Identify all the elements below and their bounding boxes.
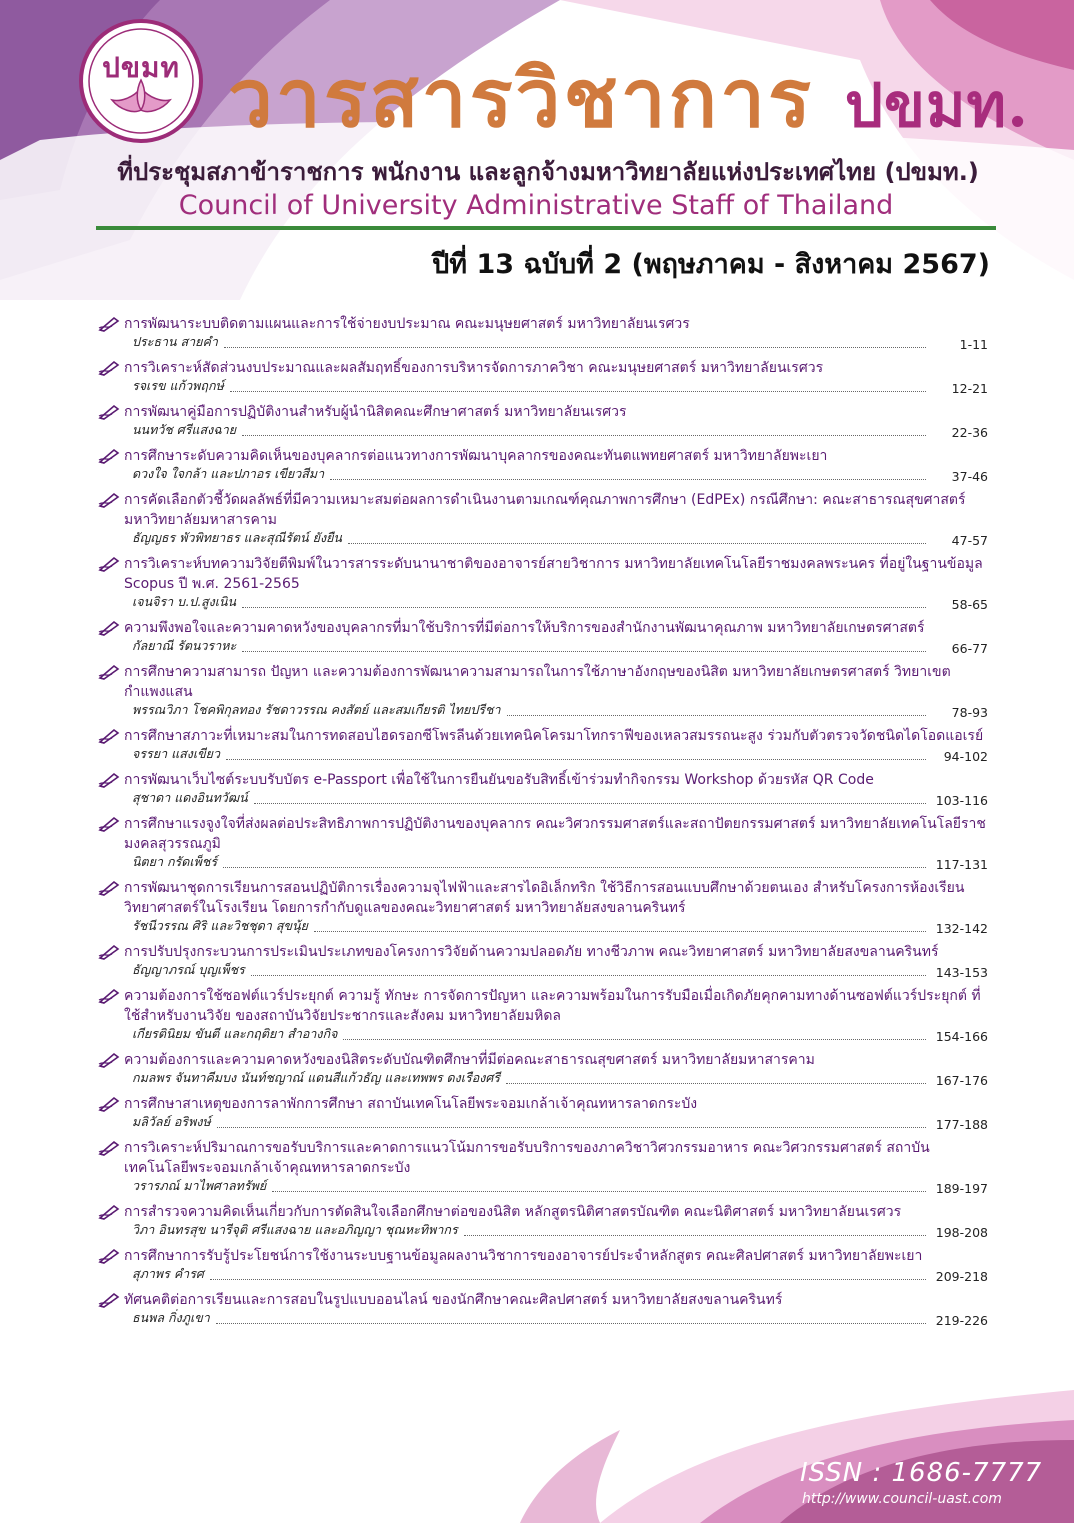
toc-entry[interactable] (98, 1290, 988, 1328)
pen-icon (98, 944, 120, 960)
header-divider (96, 226, 996, 230)
article-title[interactable]: การศึกษาความสามารถ ปัญหา และความต้องการพัฒนาความสามารถในการใช้ภาษาอังกฤษของนิสิต มหาวิทยาลัยเกษตรศาสตร์ วิทยาเขตกำแพงแสน (124, 664, 951, 700)
toc-entry[interactable] (98, 770, 988, 808)
toc-entry[interactable] (98, 1094, 988, 1132)
article-pages: 37-46 (951, 469, 988, 484)
pen-icon (98, 664, 120, 680)
article-meta (132, 422, 988, 440)
article-title[interactable]: การพัฒนาคู่มือการปฏิบัติงานสำหรับผู้นำนิสิตคณะศึกษาศาสตร์ มหาวิทยาลัยนเรศวร (124, 404, 627, 420)
leader-dots (242, 435, 926, 436)
article-authors: ธัญญาภรณ์ บุญเพ็ชร (132, 962, 245, 977)
leader-dots (251, 975, 926, 976)
leader-dots (464, 1235, 926, 1236)
toc-entry[interactable] (98, 446, 988, 484)
leader-dots (507, 715, 927, 716)
pen-icon (98, 1292, 120, 1308)
leader-dots (242, 651, 926, 652)
article-pages: 198-208 (935, 1225, 988, 1240)
article-authors: วิภา อินทรสุข นารีจุติ ศรีแสงฉาย และอภิญญา ชุณหะทิพากร (132, 1222, 458, 1237)
article-authors: เกียรตินิยม ขันตี และกฤติยา สำอางกิจ (132, 1026, 338, 1041)
leader-dots (224, 347, 926, 348)
article-title[interactable]: การพัฒนาเว็บไซต์ระบบรับบัตร e-Passport เพื่อใช้ในการยืนยันขอรับสิทธิ์เข้าร่วมทำกิจกรรม Workshop ด้วยรหัส QR Code (124, 772, 874, 788)
article-pages: 167-176 (935, 1073, 988, 1088)
article-title[interactable]: การศึกษาสภาวะที่เหมาะสมในการทดสอบไฮดรอกซีโพรลีนด้วยเทคนิคโครมาโทกราฟีของเหลวสมรรถนะสูง ร่วมกับตัวตรวจวัดชนิดไดโอดแอเรย์ (124, 728, 984, 744)
pen-icon (98, 404, 120, 420)
article-meta (132, 1310, 988, 1328)
pen-icon (98, 1248, 120, 1264)
toc-entry[interactable] (98, 358, 988, 396)
table-of-contents (98, 314, 988, 1334)
leader-dots (330, 479, 926, 480)
issn-number: ISSN : 1686-7777 (800, 1458, 1043, 1488)
article-title[interactable]: การศึกษาการรับรู้ประโยชน์การใช้งานระบบฐานข้อมูลผลงานวิชาการของอาจารย์ประจำหลักสูตร คณะศิลปศาสตร์ มหาวิทยาลัยพะเยา (124, 1248, 923, 1264)
pen-icon (98, 620, 120, 636)
article-pages: 143-153 (935, 965, 988, 980)
subtitle-thai: ที่ประชุมสภาข้าราชการ พนักงาน และลูกจ้างมหาวิทยาลัยแห่งประเทศไทย (ปขมท.) (117, 158, 979, 186)
leader-dots (314, 931, 926, 932)
article-title[interactable]: การศึกษาแรงจูงใจที่ส่งผลต่อประสิทธิภาพการปฏิบัติงานของบุคลากร คณะวิศวกรรมศาสตร์และสถาปัตยกรรมศาสตร์ มหาวิทยาลัยเทคโนโลยีราชมงคลสุวรรณภูมิ (124, 816, 986, 852)
pen-icon (98, 1140, 120, 1156)
article-meta (132, 594, 988, 612)
pen-icon (98, 880, 120, 896)
article-meta (132, 530, 988, 548)
article-authors: รจเรข แก้วพฤกษ์ (132, 378, 224, 393)
pen-icon (98, 988, 120, 1004)
pen-icon (98, 556, 120, 572)
article-title[interactable]: การคัดเลือกตัวชี้วัดผลลัพธ์ที่มีความเหมาะสมต่อผลการดำเนินงานตามเกณฑ์คุณภาพการศึกษา (EdPEx) กรณีศึกษา: คณะสาธารณสุขศาสตร์ มหาวิทยาลัยมหาสารคาม (124, 492, 966, 528)
pen-icon (98, 1052, 120, 1068)
article-authors: นนทวัช ศรีแสงฉาย (132, 422, 237, 437)
toc-entry[interactable] (98, 1050, 988, 1088)
leader-dots (254, 803, 926, 804)
toc-entry[interactable] (98, 1202, 988, 1240)
toc-entry[interactable] (98, 878, 988, 936)
article-authors: สุชาดา แดงอินทวัฒน์ (132, 790, 248, 805)
article-authors: เจนจิรา บ.ป.สูงเนิน (132, 594, 237, 609)
article-title[interactable]: การปรับปรุงกระบวนการประเมินประเภทของโครงการวิจัยด้านความปลอดภัย ทางชีวภาพ คณะวิทยาศาสตร์ มหาวิทยาลัยสงขลานครินทร์ (124, 944, 939, 960)
article-title[interactable]: การพัฒนาชุดการเรียนการสอนปฏิบัติการเรื่องความจุไฟฟ้าและสารไดอิเล็กทริก ใช้วิธีการสอนแบบศึกษาด้วยตนเอง สำหรับโครงการห้องเรียนวิทยาศาสตร์ในโรงเรียน โดยการกำกับดูแลของคณะวิทยาศาสตร์ มหาวิทยาลัยสงขลานครินทร์ (124, 880, 965, 916)
article-title[interactable]: การศึกษาสาเหตุของการลาพักการศึกษา สถาบันเทคโนโลยีพระจอมเกล้าเจ้าคุณทหารลาดกระบัง (124, 1096, 698, 1112)
article-pages: 132-142 (935, 921, 988, 936)
article-meta (132, 1070, 988, 1088)
article-title[interactable]: ความต้องการและความคาดหวังของนิสิตระดับบัณฑิตศึกษาที่มีต่อคณะสาธารณสุขศาสตร์ มหาวิทยาลัยมหาสารคาม (124, 1052, 815, 1068)
article-title[interactable]: การพัฒนาระบบติดตามแผนและการใช้จ่ายงบประมาณ คณะมนุษยศาสตร์ มหาวิทยาลัยนเรศวร (124, 316, 690, 332)
leader-dots (217, 1127, 926, 1128)
article-meta (132, 1178, 988, 1196)
leader-dots (210, 1279, 926, 1280)
article-authors: จรรยา แสงเขียว (132, 746, 221, 761)
article-pages: 12-21 (951, 381, 988, 396)
article-authors: วรารภณ์ มาไพศาลทรัพย์ (132, 1178, 267, 1193)
toc-entry[interactable] (98, 314, 988, 352)
toc-entry[interactable] (98, 1246, 988, 1284)
article-title[interactable]: การวิเคราะห์ปริมาณการขอรับบริการและคาดการแนวโน้มการขอรับบริการของภาควิชาวิศวกรรมอาหาร คณะวิศวกรรมศาสตร์ สถาบันเทคโนโลยีพระจอมเกล้าเจ้าคุณทหารลาดกระบัง (124, 1140, 930, 1176)
article-meta (132, 1114, 988, 1132)
pen-icon (98, 1096, 120, 1112)
leader-dots (272, 1191, 926, 1192)
article-authors: นิตยา กรัดเพ็ชร์ (132, 854, 218, 869)
article-title[interactable]: การสำรวจความคิดเห็นเกี่ยวกับการตัดสินใจเลือกศึกษาต่อของนิสิต หลักสูตรนิติศาสตรบัณฑิต คณะนิติศาสตร์ มหาวิทยาลัยนเรศวร (124, 1204, 902, 1220)
pen-icon (98, 360, 120, 376)
article-pages: 58-65 (951, 597, 988, 612)
article-meta (132, 334, 988, 352)
article-pages: 103-116 (935, 793, 988, 808)
pen-icon (98, 492, 120, 508)
article-meta (132, 378, 988, 396)
leader-dots (216, 1323, 926, 1324)
toc-entry[interactable] (98, 1138, 988, 1196)
article-title[interactable]: การวิเคราะห์บทความวิจัยตีพิมพ์ในวารสารระดับนานาชาติของอาจารย์สายวิชาการ มหาวิทยาลัยเทคโนโลยีราชมงคลพระนคร ที่อยู่ในฐานข้อมูล Scopus ปี พ.ศ. 2561-2565 (124, 556, 983, 592)
article-authors: ประธาน สายคำ (132, 334, 218, 349)
article-meta (132, 638, 988, 656)
leader-dots (242, 607, 926, 608)
pen-icon (98, 448, 120, 464)
article-meta (132, 790, 988, 808)
article-meta (132, 1026, 988, 1044)
article-meta (132, 1266, 988, 1284)
toc-entry[interactable] (98, 618, 988, 656)
logo-text: ปขมท (102, 51, 180, 84)
article-pages: 47-57 (951, 533, 988, 548)
subtitle-english: Council of University Administrative Staff of Thailand (178, 190, 894, 221)
journal-title (228, 51, 1029, 145)
leader-dots (506, 1083, 926, 1084)
article-pages: 78-93 (951, 705, 988, 720)
toc-entry[interactable] (98, 726, 988, 764)
article-authors: ธนพล กิ่งภูเขา (132, 1310, 210, 1325)
article-pages: 177-188 (935, 1117, 988, 1132)
toc-entry[interactable] (98, 662, 988, 720)
article-pages: 94-102 (943, 749, 988, 764)
article-pages: 66-77 (951, 641, 988, 656)
article-authors: สุภาพร คำรศ (132, 1266, 204, 1281)
article-title[interactable]: ความพึงพอใจและความคาดหวังของบุคลากรที่มาใช้บริการที่มีต่อการให้บริการของสำนักงานพัฒนาคุณภาพ มหาวิทยาลัยเกษตรศาสตร์ (124, 620, 925, 636)
pen-icon (98, 772, 120, 788)
leader-dots (343, 1039, 926, 1040)
article-pages: 219-226 (935, 1313, 988, 1328)
toc-entry[interactable] (98, 986, 988, 1044)
leader-dots (348, 543, 926, 544)
article-pages: 1-11 (959, 337, 988, 352)
toc-entry[interactable] (98, 814, 988, 872)
leader-dots (226, 759, 926, 760)
article-title[interactable]: ทัศนคติต่อการเรียนและการสอบในรูปแบบออนไลน์ ของนักศึกษาคณะศิลปศาสตร์ มหาวิทยาลัยสงขลานครินทร์ (124, 1292, 783, 1308)
toc-entry[interactable] (98, 402, 988, 440)
article-meta (132, 962, 988, 980)
article-meta (132, 746, 988, 764)
article-pages: 22-36 (951, 425, 988, 440)
pen-icon (98, 816, 120, 832)
article-title[interactable]: ความต้องการใช้ซอฟต์แวร์ประยุกต์ ความรู้ ทักษะ การจัดการปัญหา และความพร้อมในการรับมือเมื่อเกิดภัยคุกคามทางด้านซอฟต์แวร์ประยุกต์ ที่ใช้สำหรับงานวิจัย ของสถาบันวิจัยประชากรและสังคม มหาวิทยาลัยมหิดล (124, 988, 981, 1024)
article-title[interactable]: การศึกษาระดับความคิดเห็นของบุคลากรต่อแนวทางการพัฒนาบุคลากรของคณะทันตแพทยศาสตร์ มหาวิทยาลัยพะเยา (124, 448, 828, 464)
issue-info: ปีที่ 13 ฉบับที่ 2 (พฤษภาคม - สิงหาคม 2567) (432, 249, 990, 280)
website-url[interactable]: http://www.council-uast.com (802, 1491, 1002, 1507)
article-meta (132, 1222, 988, 1240)
pen-icon (98, 728, 120, 744)
leader-dots (223, 867, 926, 868)
pen-icon (98, 1204, 120, 1220)
journal-title-main: วารสารวิชาการ (228, 51, 814, 145)
article-pages: 209-218 (935, 1269, 988, 1284)
toc-entry[interactable] (98, 554, 988, 612)
article-authors: ดวงใจ ใจกล้า และปภาอร เขียวสีมา (132, 466, 325, 481)
article-authors: พรรณวิภา โชคพิกุลทอง รัชดาวรรณ คงสัตย์ และสมเกียรติ ไทยปรีชา (132, 702, 501, 717)
article-pages: 189-197 (935, 1181, 988, 1196)
article-authors: รัชนีวรรณ ศิริ และวิชชุดา สุขนุ้ย (132, 918, 308, 933)
article-meta (132, 918, 988, 936)
article-authors: กมลพร จันทาคีมบง นันท์ชญาณ์ แดนสีแก้วธัญ และเทพพร ดงเรืองศรี (132, 1070, 501, 1085)
article-meta (132, 702, 988, 720)
journal-title-abbr: ปขมท. (844, 71, 1029, 141)
article-meta (132, 466, 988, 484)
toc-entry[interactable] (98, 942, 988, 980)
article-title[interactable]: การวิเคราะห์สัดส่วนงบประมาณและผลสัมฤทธิ์ของการบริหารจัดการภาควิชา คณะมนุษยศาสตร์ มหาวิทยาลัยนเรศวร (124, 360, 824, 376)
article-authors: มลิวัลย์ อริพงษ์ (132, 1114, 211, 1129)
article-authors: กัลยาณี รัตนวราหะ (132, 638, 237, 653)
toc-entry[interactable] (98, 490, 988, 548)
article-authors: ธัญญธร พัวพิทยาธร และสุณีรัตน์ ยังยืน (132, 530, 342, 545)
article-pages: 154-166 (935, 1029, 988, 1044)
pen-icon (98, 316, 120, 332)
article-meta (132, 854, 988, 872)
leader-dots (230, 391, 926, 392)
article-pages: 117-131 (935, 857, 988, 872)
